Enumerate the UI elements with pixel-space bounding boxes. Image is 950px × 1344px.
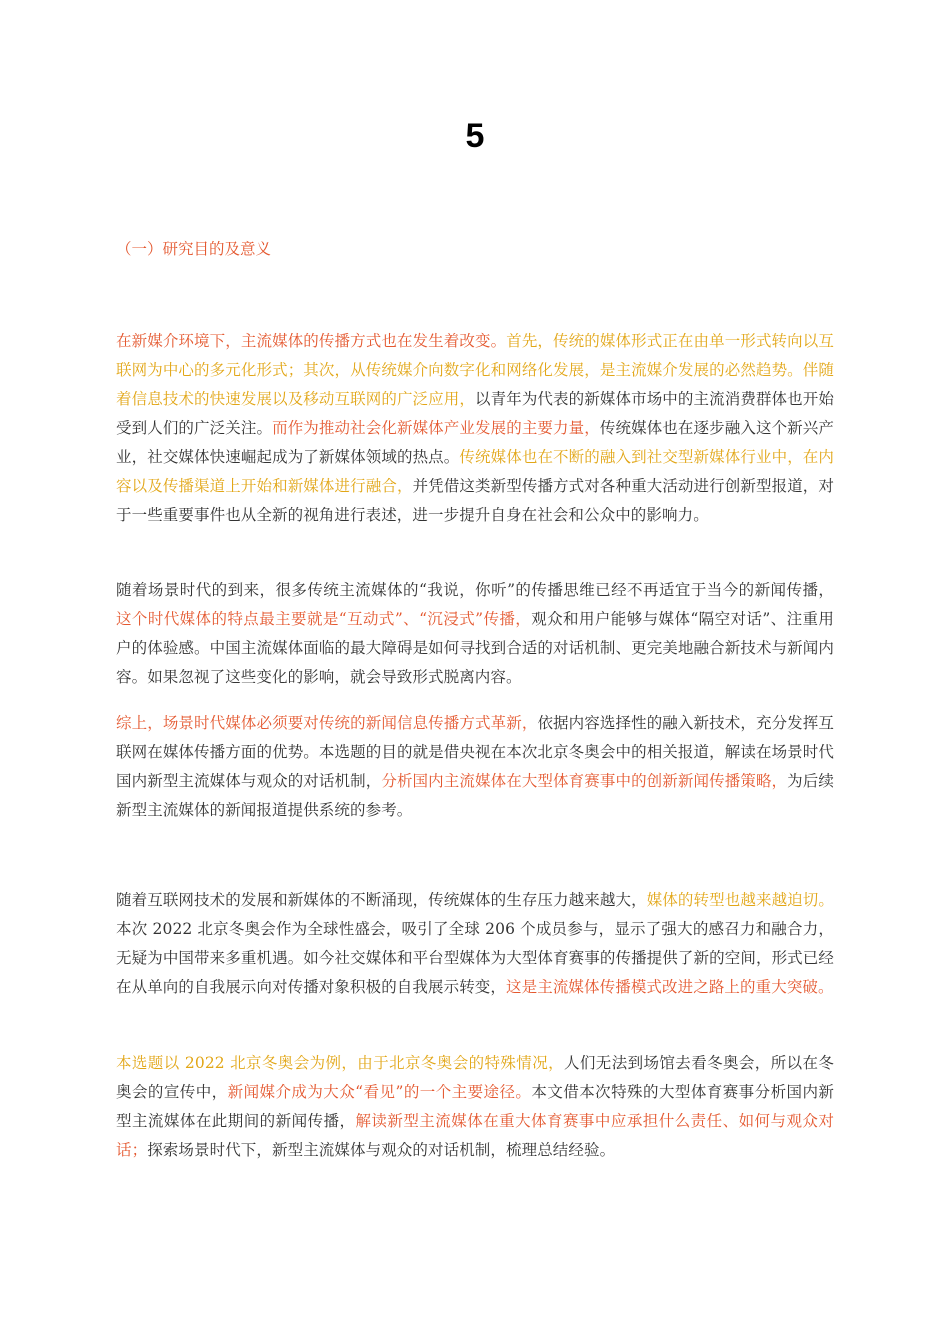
paragraph-5 [116,1049,834,1165]
text-segment: 探索场景时代下，新型主流媒体与观众的对话机制，梳理总结经验。 [147,1141,616,1159]
text-segment: 新闻媒介成为大众“看见”的一个主要途径。 [227,1083,532,1101]
text-segment: 并凭借这类新型传播方式对各种重大活动进行创新型报道，对于一些重要事件也从全新的视角进行表述，进一步提升自身在社会和公众中的影响力。 [116,477,835,524]
text-segment: 为后续新型主流媒体的新闻报道提供系统的参考。 [116,772,834,819]
text-segment: 首先，传统的媒体形式正在由单一形式转向以互联网为中心的多元化形式；其次，从传统媒介向数字化和网络化发展，是主流媒介发展的必然趋势。伴随着信息技术的快速发展以及移动互联网的广泛应用， [116,332,834,408]
paragraph-3 [116,709,834,825]
text-segment: 本选题以 2022 北京冬奥会为例，由于北京冬奥会的特殊情况， [116,1054,564,1072]
text-segment: 人们无法到场馆去看冬奥会，所以在冬奥会的宣传中， [116,1054,834,1101]
section-heading: （一）研究目的及意义 [116,240,272,258]
text-segment: 本次 2022 北京冬奥会作为全球性盛会，吸引了全球 206 个成员参与，显示了强大的感召力和融合力，无疑为中国带来多重机遇。如今社交媒体和平台型媒体为大型体育赛事的传播提供了新的空间，形式已经在从单向的自我展示向对传播对象积极的自我展示转变， [116,920,834,996]
text-segment: 以青年为代表的新媒体市场中的主流消费群体也开始受到人们的广泛关注。 [116,390,834,437]
paragraph-2 [116,576,834,692]
text-segment: 这个时代媒体的特点最主要就是“互动式”、“沉浸式”传播， [116,610,532,628]
text-segment: 综上，场景时代媒体必须要对传统的新闻信息传播方式革新， [116,714,538,732]
text-segment: 观众和用户能够与媒体“隔空对话”、注重用户的体验感。中国主流媒体面临的最大障碍是如何寻找到合适的对话机制、更完美地融合新技术与新闻内容。如果忽视了这些变化的影响，就会导致形式脱离内容。 [116,610,835,686]
text-segment: 媒体的转型也越来越迫切。 [646,891,834,909]
page-number: 5 [465,117,485,155]
text-segment: 本文借本次特殊的大型体育赛事分析国内新型主流媒体在此期间的新闻传播， [116,1083,835,1130]
text-segment: 随着场景时代的到来，很多传统主流媒体的“我说，你听”的传播思维已经不再适宜于当今的新闻传播， [116,581,834,599]
text-segment: 传统媒体也在不断的融入到社交型新媒体行业中，在内容以及传播渠道上开始和新媒体进行融合， [116,448,835,495]
paragraph-1 [116,327,834,530]
text-segment: 而作为推动社会化新媒体产业发展的主要力量， [272,419,600,437]
text-segment: 传统媒体也在逐步融入这个新兴产业，社交媒体快速崛起成为了新媒体领域的热点。 [116,419,834,466]
text-segment: 随着互联网技术的发展和新媒体的不断涌现，传统媒体的生存压力越来越大， [116,891,647,909]
text-segment: 解读新型主流媒体在重大体育赛事中应承担什么责任、如何与观众对话； [116,1112,834,1159]
text-segment: 分析国内主流媒体在大型体育赛事中的创新新闻传播策略， [381,772,788,790]
text-segment: 这是主流媒体传播模式改进之路上的重大突破。 [506,978,834,996]
text-segment: 在新媒介环境下，主流媒体的传播方式也在发生着改变。 [116,332,507,350]
paragraph-4 [116,886,834,1002]
text-segment: 依据内容选择性的融入新技术，充分发挥互联网在媒体传播方面的优势。本选题的目的就是借央视在本次北京冬奥会中的相关报道，解读在场景时代国内新型主流媒体与观众的对话机制， [116,714,834,790]
